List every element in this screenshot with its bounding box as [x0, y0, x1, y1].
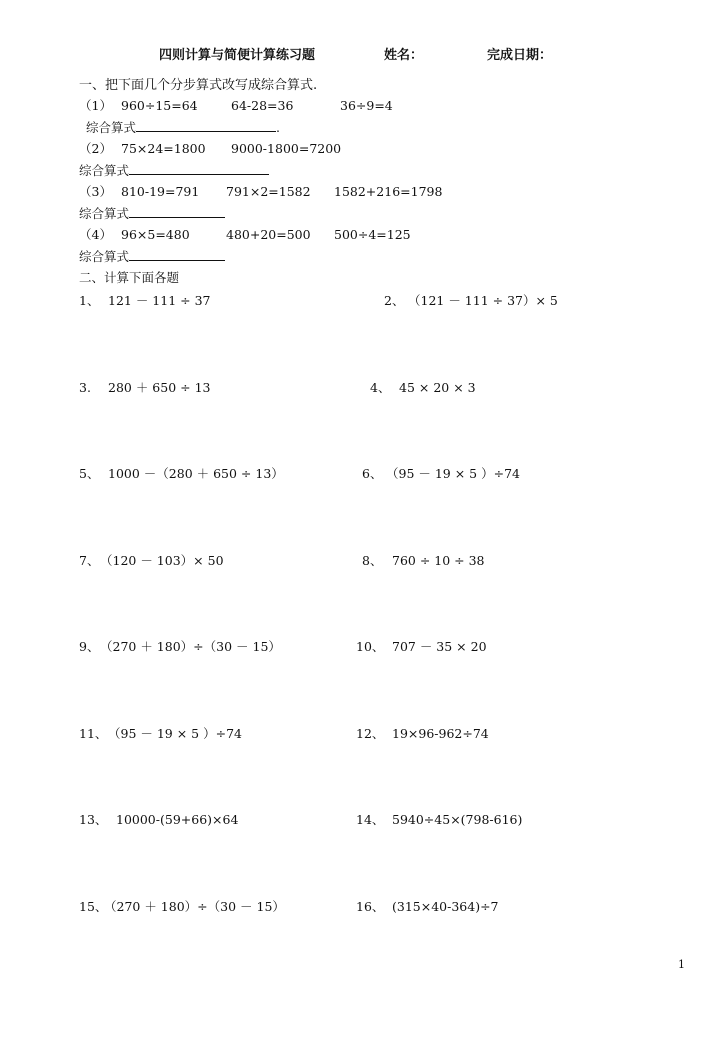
- item-1-number: （1）: [79, 98, 112, 113]
- answer-blank[interactable]: [136, 119, 276, 132]
- problem-9-number: 9、: [79, 639, 100, 654]
- combined-label: 综合算式: [79, 206, 130, 221]
- problem-8-expression: 760 ÷ 10 ÷ 38: [392, 553, 485, 568]
- answer-blank[interactable]: [129, 162, 269, 175]
- combined-label: 综合算式: [79, 163, 130, 178]
- problem-15-expression: （270 ＋ 180）÷（30 － 15）: [104, 899, 285, 914]
- page-title: 四则计算与简便计算练习题: [159, 48, 316, 63]
- combined-label: 综合算式: [79, 249, 130, 264]
- problem-9-expression: （270 ＋ 180）÷（30 － 15）: [100, 639, 281, 654]
- item-1-answer-line: [86, 119, 280, 136]
- end-mark: .: [276, 120, 280, 135]
- problem-14-number: 14、: [356, 812, 385, 827]
- item-4-step-2: 480+20=500: [226, 227, 311, 242]
- problem-12-number: 12、: [356, 726, 385, 741]
- item-1-step-1: 960÷15=64: [121, 98, 198, 113]
- problem-1-expression: 121 － 111 ÷ 37: [108, 293, 211, 308]
- problem-1-number: 1、: [79, 293, 100, 308]
- problem-6-expression: （95 － 19 × 5 ）÷74: [386, 466, 520, 481]
- problem-14-expression: 5940÷45×(798-616): [392, 812, 523, 827]
- item-4-number: （4）: [79, 227, 112, 242]
- page-number: 1: [678, 958, 685, 971]
- item-2-answer-line: [79, 162, 269, 179]
- item-1-step-3: 36÷9=4: [340, 98, 393, 113]
- problem-13-expression: 10000-(59+66)×64: [116, 812, 239, 827]
- problem-7-expression: （120 － 103）× 50: [100, 553, 224, 568]
- item-4-answer-line: [79, 248, 225, 265]
- item-2-step-1: 75×24=1800: [121, 141, 206, 156]
- problem-7-number: 7、: [79, 553, 100, 568]
- item-2-step-2: 9000-1800=7200: [231, 141, 342, 156]
- problem-8-number: 8、: [362, 553, 383, 568]
- item-2-number: （2）: [79, 141, 112, 156]
- problem-5-expression: 1000 －（280 ＋ 650 ÷ 13）: [108, 466, 284, 481]
- problem-4-number: 4、: [370, 380, 391, 395]
- problem-15-number: 15、: [79, 899, 108, 914]
- answer-blank[interactable]: [129, 205, 225, 218]
- answer-blank[interactable]: [129, 248, 225, 261]
- problem-3-expression: 280 ＋ 650 ÷ 13: [108, 380, 211, 395]
- item-3-answer-line: [79, 205, 225, 222]
- item-4-step-1: 96×5=480: [121, 227, 190, 242]
- problem-16-number: 16、: [356, 899, 385, 914]
- item-4-step-3: 500÷4=125: [334, 227, 411, 242]
- problem-4-expression: 45 × 20 × 3: [399, 380, 476, 395]
- part2-heading: 二、计算下面各题: [79, 270, 180, 285]
- date-label: 完成日期：: [487, 48, 553, 63]
- problem-2-number: 2、: [384, 293, 405, 308]
- problem-10-expression: 707 － 35 × 20: [392, 639, 487, 654]
- name-label: 姓名：: [384, 48, 424, 63]
- problem-12-expression: 19×96-962÷74: [392, 726, 489, 741]
- problem-11-number: 11、: [79, 726, 108, 741]
- combined-label: 综合算式: [86, 120, 137, 135]
- item-3-step-1: 810-19=791: [121, 184, 200, 199]
- problem-6-number: 6、: [362, 466, 383, 481]
- part1-heading: 一、把下面几个分步算式改写成综合算式.: [79, 78, 318, 93]
- item-3-step-2: 791×2=1582: [226, 184, 311, 199]
- problem-5-number: 5、: [79, 466, 100, 481]
- problem-10-number: 10、: [356, 639, 385, 654]
- problem-16-expression: (315×40-364)÷7: [392, 899, 499, 914]
- problem-11-expression: （95 － 19 × 5 ）÷74: [108, 726, 242, 741]
- item-3-step-3: 1582+216=1798: [334, 184, 443, 199]
- item-1-step-2: 64-28=36: [231, 98, 294, 113]
- problem-2-expression: （121 － 111 ÷ 37）× 5: [408, 293, 558, 308]
- problem-13-number: 13、: [79, 812, 108, 827]
- problem-3-number: 3.: [79, 380, 91, 395]
- item-3-number: （3）: [79, 184, 112, 199]
